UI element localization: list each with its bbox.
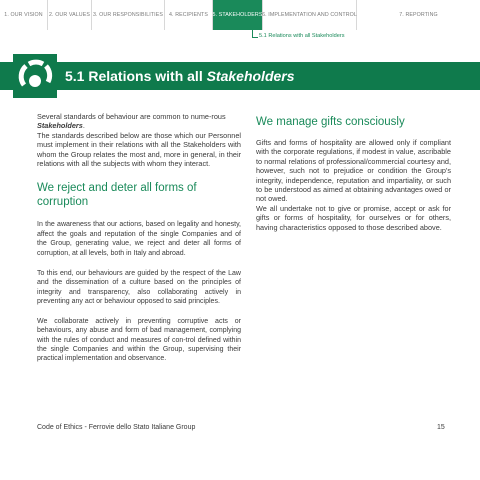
footer-document-title: Code of Ethics - Ferrovie dello Stato Italiane Group [37, 424, 196, 431]
logo-arcs-icon [13, 54, 57, 98]
heading-corruption: We reject and deter all forms of corruption [37, 182, 197, 209]
breadcrumb-connector-tick [252, 37, 258, 38]
breadcrumb[interactable]: 5.1 Relations with all Stakeholders [259, 33, 345, 39]
tab-stakeholders[interactable]: 5. STAKEHOLDERS [213, 0, 263, 30]
intro-paragraph-2: The standards described below are those which our Personnel must implement in their relations with all the Stakeholders with whom the Group relates the most and, more in general, in their relations with all the subjects with whom they interact. [37, 130, 241, 169]
section-logo-icon [13, 54, 57, 98]
corruption-paragraph-1: In the awareness that our actions, based on legality and honesty, affect the goals and reputation of the single Companies and of the Group, generating value, we reject and deter all forms of corruption, at all levels, both in Italy and abroad. [37, 221, 241, 257]
gifts-paragraph-1: Gifts and forms of hospitality are allowed only if compliant with the corporate regulations, if modest in value, ascribable to normal relations of professional/commercial courtesy and, however, such not to prejudice or condition the Group's integrity, independence, reputation and impartiality, or such to be understood as aimed at obtaining advantages owed or not owed. [256, 138, 451, 204]
tab-our-vision[interactable]: 1. OUR VISION [0, 0, 48, 30]
intro-paragraph: Several standards of behaviour are common to nume-rous Stakeholders. [37, 112, 226, 131]
corruption-paragraph-3: We collaborate actively in preventing corruptive acts or behaviours, any abuse and form of bad management, complying with the rules of conduct and measures of con-trol defined within the single Companies and within the Group, supervising their practical implementation and observance. [37, 317, 241, 363]
left-column [37, 112, 241, 364]
tab-implementation-and-control[interactable]: 6. IMPLEMENTATION AND CONTROL [263, 0, 357, 30]
heading-gifts: We manage gifts consciously [256, 116, 405, 128]
tab-recipients[interactable]: 4. RECIPIENTS [165, 0, 213, 30]
gifts-paragraph-2: We all undertake not to give or promise, accept or ask for gifts or forms of hospitality, for ourselves or for others, having characteristics opposed to those described above. [256, 203, 451, 232]
tab-reporting[interactable]: 7. REPORTING [399, 12, 438, 18]
chapter-tabs [0, 0, 480, 30]
right-column [256, 112, 451, 232]
page-number: 15 [437, 424, 445, 431]
corruption-paragraph-2: To this end, our behaviours are guided by the respect of the Law and the dissemination of a culture based on the principles of integrity and transparency, also collaborating actively in preventing any act or behaviour opposed to said principles. [37, 270, 241, 306]
tab-our-responsibilities[interactable]: 3. OUR RESPONSIBILITIES [92, 0, 165, 30]
tab-our-values[interactable]: 2. OUR VALUES [48, 0, 92, 30]
section-title: 5.1 Relations with all Stakeholders [65, 68, 295, 84]
